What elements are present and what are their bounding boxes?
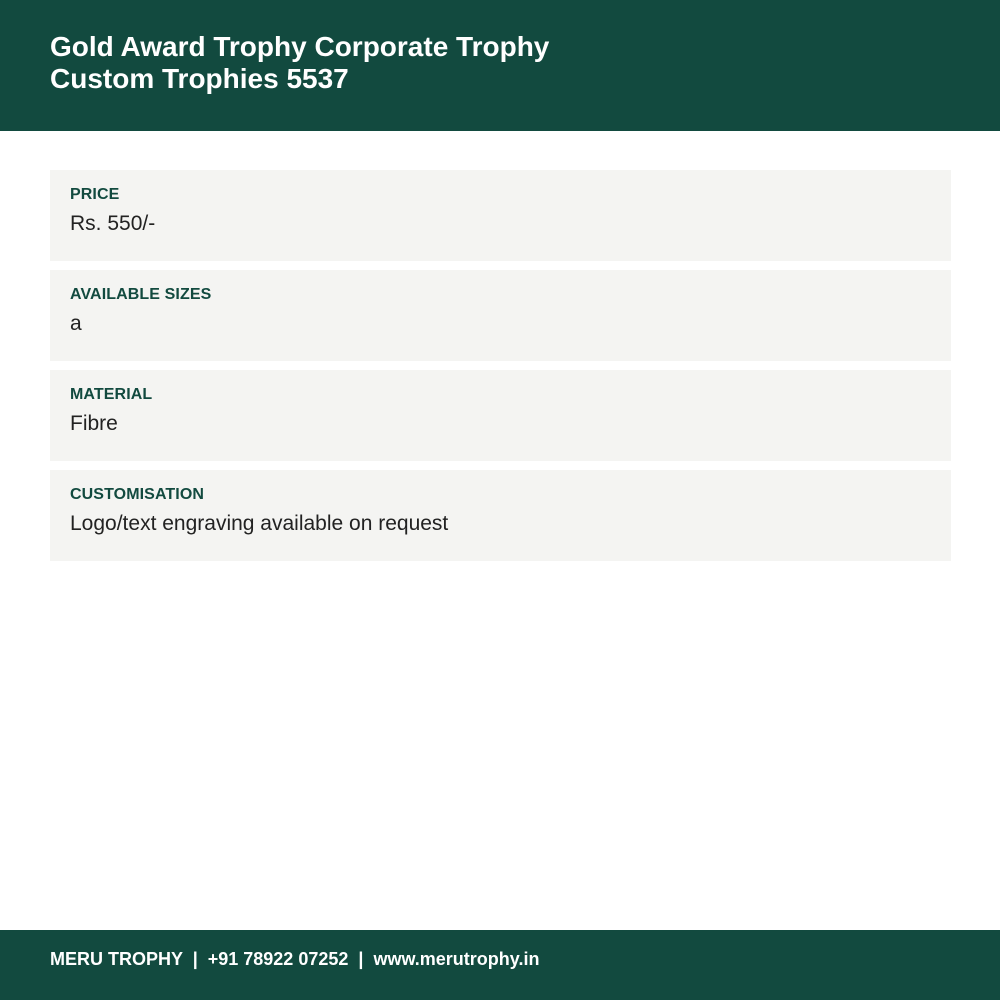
sizes-card: [50, 270, 951, 361]
material-label: MATERIAL: [70, 386, 153, 403]
customisation-label: CUSTOMISATION: [70, 486, 205, 503]
footer-website: www.merutrophy.in: [373, 949, 540, 969]
footer-separator-1: |: [182, 949, 208, 969]
material-card: [50, 370, 951, 461]
footer-separator-2: |: [348, 949, 374, 969]
footer-bar: [0, 930, 1000, 1000]
material-value: Fibre: [70, 412, 118, 435]
price-card: [50, 170, 951, 261]
product-details: [50, 170, 951, 570]
price-label: PRICE: [70, 186, 120, 203]
header-banner: [0, 0, 1000, 131]
footer-brand: MERU TROPHY: [50, 949, 183, 969]
product-title: Gold Award Trophy Corporate Trophy Custom Trophies 5537: [50, 31, 550, 94]
sizes-value: a: [70, 312, 82, 335]
footer-phone: +91 78922 07252: [207, 949, 349, 969]
sizes-label: AVAILABLE SIZES: [70, 286, 212, 303]
price-value: Rs. 550/-: [70, 212, 156, 235]
customisation-value: Logo/text engraving available on request: [70, 512, 449, 535]
customisation-card: [50, 470, 951, 561]
